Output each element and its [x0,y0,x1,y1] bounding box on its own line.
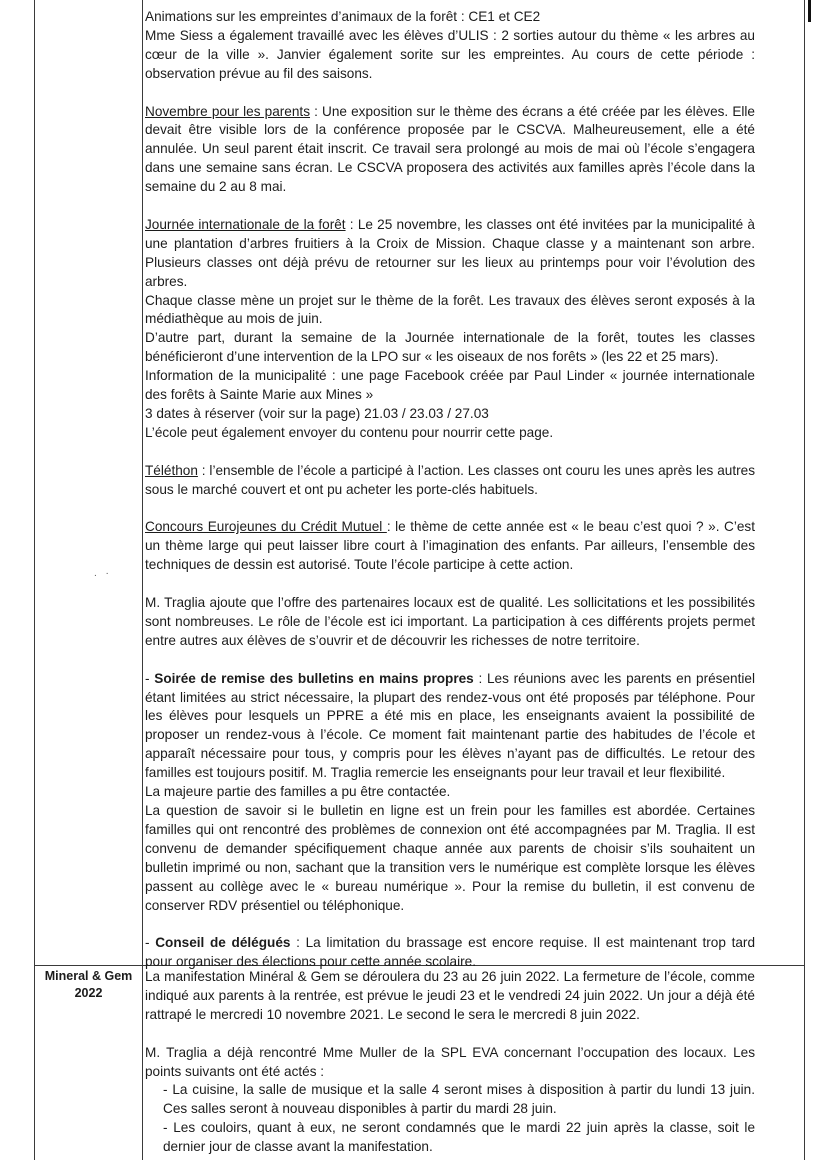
telethon-text: : l’ensemble de l’école a participé à l’action. Les classes ont couru les unes après les autres sous le marché couvert et ont pu acheter les porte-clés habituels. [145,462,755,497]
siess-paragraph: Mme Siess a également travaillé avec les élèves d’ULIS : 2 sorties autour du thème « les arbres au cœur de la ville ». Janvier également sorite sur les empreintes. Au cours de cette période : observation prévue au fil des saisons. [145,27,755,81]
bulletins-majeure: La majeure partie des familles a pu être contactée. [145,784,451,800]
table-right-border [804,0,805,1160]
mineral-muller: M. Traglia a déjà rencontré Mme Muller de la SPL EVA concernant l’occupation des locaux. Les points suivants ont été actés : [145,1044,755,1079]
partenaires-paragraph: M. Traglia ajoute que l’offre des partenaires locaux est de qualité. Les sollicitations et les possibilités sont nombreuses. Le rôle de l’école est ici important. La participation à ces différents projets permet entre autres aux élèves de s’ouvrir et de découvrir les richesses de notre territoire. [145,595,755,648]
bulletins-title: Soirée de remise des bulletins en mains propres [154,670,474,686]
foret-text: : Le 25 novembre, les classes ont été invitées par la municipalité à une plantation d’arbres fruitiers à la Croix de Mission. Chaque classe y a maintenant son arbre. Plusieurs classes ont déjà prévu de retourner sur les lieux au printemps pour voir l’évolution des arbres. [145,216,755,289]
row-content-activities [145,8,755,972]
delegues-text: : La limitation du brassage est encore requise. Il est maintenant trop tard pour organiser des élections pour cette année scolaire. [145,935,755,970]
animations-paragraph: Animations sur les empreintes d’animaux de la forêt : CE1 et CE2 [145,9,541,24]
foret-paragraph [145,216,755,292]
row-content-mineral [145,968,755,1157]
concours-paragraph [145,518,755,575]
bulletins-paragraph [145,670,755,783]
foret-contenu: L’école peut également envoyer du contenu pour nourrir cette page. [145,424,554,440]
edge-mark [808,0,811,22]
novembre-paragraph [145,103,755,198]
bulletins-text: : Les réunions avec les parents en présentiel étant limitées au strict nécessaire, la plupart des rendez-vous ont été proposés par téléphone. Pour les élèves pour lesquels un PPRE a été mis en place, les enseignants avaient la possibilité de proposer un rendez-vous à l’école. Ce moment fait maintenant partie des habitudes de l’école et apparaît nécessaire pour tous, y compris pour les élèves n’ayant pas de difficultés. Le retour des familles est toujours positif. M. Traglia remercie les enseignants pour leur travail et leur flexibilité. [145,670,755,781]
mineral-intro: La manifestation Minéral & Gem se déroulera du 23 au 26 juin 2022. La fermeture de l’école, comme indiqué aux parents à la rentrée, est prévue le jeudi 23 et le vendredi 24 juin 2022. Un jour a déjà été rattrapé le mercredi 10 novembre 2021. Le second le sera le mercredi 8 juin 2022. [145,969,755,1022]
concours-text: : le thème de cette année est « le beau c’est quoi ? ». C’est un thème large qui peut laisser libre court à l’imagination des enfants. Par ailleurs, l’ensemble des techniques de dessin est autorisé. Toute l’école participe à cette action. [145,519,755,573]
delegues-dash: - [145,935,156,951]
delegues-paragraph [145,934,755,972]
mineral-point-1: - La cuisine, la salle de musique et la salle 4 seront mises à disposition à partir du lundi 13 juin. Ces salles seront à nouveau disponibles à partir du mardi 28 juin. [163,1082,755,1117]
novembre-title: Novembre pour les parents [145,103,311,119]
row-label-mineral: Mineral & Gem 2022 [44,969,133,1000]
foret-lpo: D’autre part, durant la semaine de la Journée internationale de la forêt, toutes les classes bénéficieront d’une intervention de la LPO sur « les oiseaux de nos forêts » (les 22 et 25 mars). [145,330,755,365]
concours-title: Concours Eurojeunes du Crédit Mutuel [145,519,387,535]
delegues-title: Conseil de délégués [155,935,291,951]
margin-dots: . · [94,568,112,579]
table-column-divider [142,0,143,1160]
foret-title: Journée internationale de la forêt [145,216,346,232]
foret-info: Information de la municipalité : une page Facebook créée par Paul Linder « journée internationale des forêts à Sainte Marie aux Mines » [145,368,755,403]
telethon-paragraph [145,462,755,500]
mineral-point-2: - Les couloirs, quant à eux, ne seront condamnés que le mardi 22 juin après la classe, soit le dernier jour de classe avant la manifestation. [163,1120,755,1155]
bulletins-dash: - [145,670,155,686]
novembre-text: : Une exposition sur le thème des écrans a été créée par les élèves. Elle devait être visible lors de la conférence proposée par le CSCVA. Malheureusement, elle a été annulée. Un seul parent était inscrit. Ce travail sera prolongé au mois de mai où l’école s’engagera dans une semaine sans écran. Le CSCVA proposera des activités aux familles après l’école dans la semaine du 2 au 8 mai. [145,103,755,195]
telethon-title: Téléthon [145,462,198,478]
bulletins-question: La question de savoir si le bulletin en ligne est un frein pour les familles est abordée. Certaines familles qui ont rencontré des problèmes de connexion ont été accompagnées par M. Traglia. Il est convenu de demander spécifiquement chaque année aux parents de choisir s’ils souhaitent un bulletin imprimé ou non, sachant que la transition vers le numérique est complète lorsque les élèves passent au collège avec le « bureau numérique ». Pour la remise du bulletin, il est convenu de conserver RDV présentiel ou téléphonique. [145,802,755,913]
foret-dates: 3 dates à réserver (voir sur la page) 21.03 / 23.03 / 27.03 [145,406,489,421]
foret-projet: Chaque classe mène un projet sur le thème de la forêt. Les travaux des élèves seront exposés à la médiathèque au mois de juin. [145,292,755,327]
